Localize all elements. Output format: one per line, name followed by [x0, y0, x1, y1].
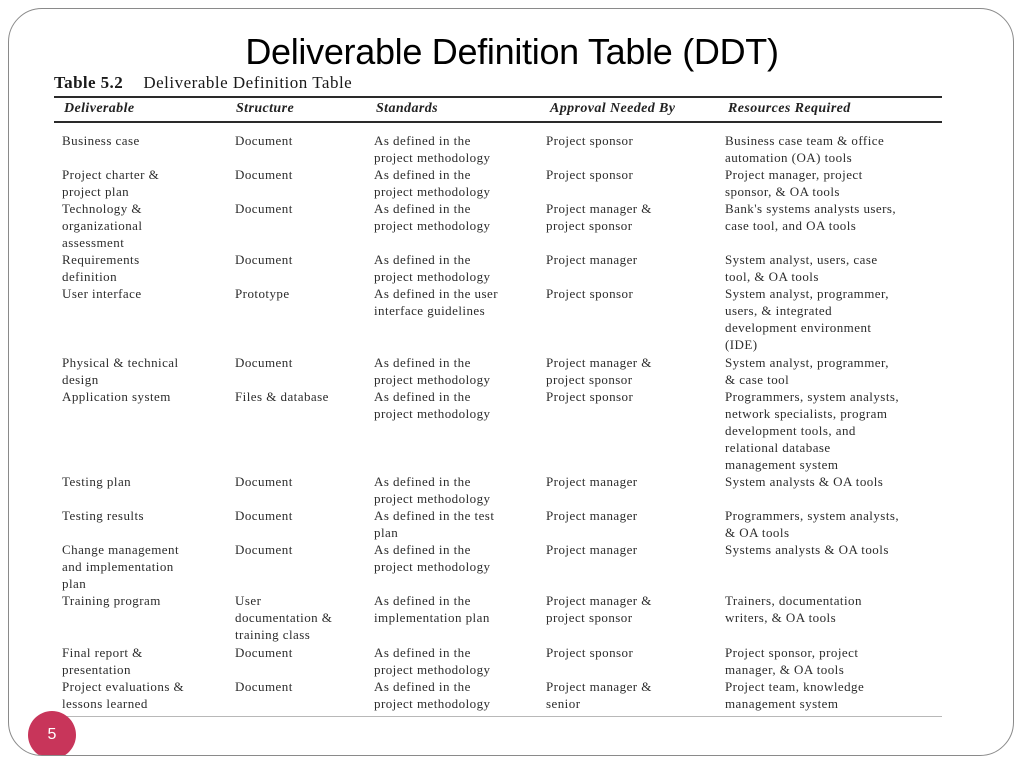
- cell-structure: Files & database: [235, 389, 329, 404]
- cell-deliverable: Physical & technical design: [62, 355, 179, 387]
- cell-standards: As defined in the project methodology: [374, 474, 491, 506]
- table-caption: [54, 73, 352, 93]
- slide-frame: [8, 8, 1014, 756]
- cell-structure: User documentation & training class: [235, 593, 333, 642]
- cell-structure: Document: [235, 133, 293, 148]
- cell-standards: As defined in the project methodology: [374, 133, 491, 165]
- scanned-table-image: [54, 73, 942, 721]
- table-header-rule: [54, 121, 942, 123]
- column-header-standards: Standards: [376, 101, 438, 116]
- column-header-resources: Resources Required: [728, 101, 851, 116]
- column-header-approval: Approval Needed By: [550, 101, 676, 116]
- table-bottom-rule: [54, 716, 942, 717]
- cell-deliverable: Technology & organizational assessment: [62, 201, 143, 250]
- cell-deliverable: Project charter & project plan: [62, 167, 160, 199]
- cell-standards: As defined in the project methodology: [374, 167, 491, 199]
- slide-number-badge: 5: [28, 711, 76, 756]
- cell-resources: Project team, knowledge management system: [725, 679, 865, 711]
- cell-deliverable: Final report & presentation: [62, 645, 143, 677]
- cell-approval: Project manager & project sponsor: [546, 201, 652, 233]
- cell-standards: As defined in the project methodology: [374, 389, 491, 421]
- cell-deliverable: Project evaluations & lessons learned: [62, 679, 185, 711]
- cell-resources: Project sponsor, project manager, & OA tools: [725, 645, 859, 677]
- cell-standards: As defined in the project methodology: [374, 201, 491, 233]
- cell-structure: Document: [235, 355, 293, 370]
- cell-approval: Project sponsor: [546, 133, 634, 148]
- cell-resources: Programmers, system analysts, & OA tools: [725, 508, 900, 540]
- cell-approval: Project sponsor: [546, 167, 634, 182]
- cell-resources: Project manager, project sponsor, & OA tools: [725, 167, 863, 199]
- cell-standards: As defined in the user interface guidelines: [374, 286, 498, 318]
- cell-resources: Systems analysts & OA tools: [725, 542, 889, 557]
- cell-standards: As defined in the project methodology: [374, 679, 491, 711]
- cell-standards: As defined in the project methodology: [374, 645, 491, 677]
- cell-approval: Project manager: [546, 252, 638, 267]
- cell-standards: As defined in the project methodology: [374, 252, 491, 284]
- cell-resources: System analyst, users, case tool, & OA tools: [725, 252, 878, 284]
- cell-standards: As defined in the project methodology: [374, 542, 491, 574]
- cell-deliverable: Change management and implementation plan: [62, 542, 180, 591]
- cell-deliverable: Requirements definition: [62, 252, 140, 284]
- cell-approval: Project manager & project sponsor: [546, 593, 652, 625]
- cell-approval: Project manager: [546, 508, 638, 523]
- column-header-structure: Structure: [236, 101, 295, 116]
- cell-structure: Document: [235, 474, 293, 489]
- table-caption-number: Table 5.2: [54, 73, 124, 92]
- cell-deliverable: Application system: [62, 389, 171, 404]
- cell-resources: Trainers, documentation writers, & OA tools: [725, 593, 862, 625]
- cell-structure: Document: [235, 201, 293, 216]
- table-caption-text: Deliverable Definition Table: [143, 73, 353, 92]
- cell-resources: Programmers, system analysts, network specialists, program development tools, and relational database management system: [725, 389, 900, 472]
- cell-approval: Project sponsor: [546, 389, 634, 404]
- cell-resources: System analysts & OA tools: [725, 474, 884, 489]
- cell-structure: Document: [235, 252, 293, 267]
- cell-structure: Prototype: [235, 286, 290, 301]
- cell-structure: Document: [235, 645, 293, 660]
- cell-resources: Bank's systems analysts users, case tool, and OA tools: [725, 201, 897, 233]
- cell-standards: As defined in the project methodology: [374, 355, 491, 387]
- cell-structure: Document: [235, 167, 293, 182]
- cell-resources: System analyst, programmer, users, & integrated development environment (IDE): [725, 286, 889, 352]
- cell-standards: As defined in the test plan: [374, 508, 495, 540]
- cell-deliverable: Business case: [62, 133, 140, 148]
- cell-standards: As defined in the implementation plan: [374, 593, 490, 625]
- cell-structure: Document: [235, 679, 293, 694]
- cell-approval: Project manager: [546, 474, 638, 489]
- cell-deliverable: User interface: [62, 286, 142, 301]
- cell-deliverable: Testing results: [62, 508, 145, 523]
- cell-approval: Project sponsor: [546, 645, 634, 660]
- slide-title: Deliverable Definition Table (DDT): [245, 31, 779, 72]
- cell-approval: Project manager & senior: [546, 679, 652, 711]
- cell-deliverable: Training program: [62, 593, 161, 608]
- table-top-rule: [54, 96, 942, 98]
- cell-approval: Project sponsor: [546, 286, 634, 301]
- cell-deliverable: Testing plan: [62, 474, 132, 489]
- cell-approval: Project manager: [546, 542, 638, 557]
- cell-resources: Business case team & office automation (OA) tools: [725, 133, 885, 165]
- column-header-deliverable: Deliverable: [64, 101, 135, 116]
- cell-structure: Document: [235, 508, 293, 523]
- cell-structure: Document: [235, 542, 293, 557]
- cell-approval: Project manager & project sponsor: [546, 355, 652, 387]
- cell-resources: System analyst, programmer, & case tool: [725, 355, 889, 387]
